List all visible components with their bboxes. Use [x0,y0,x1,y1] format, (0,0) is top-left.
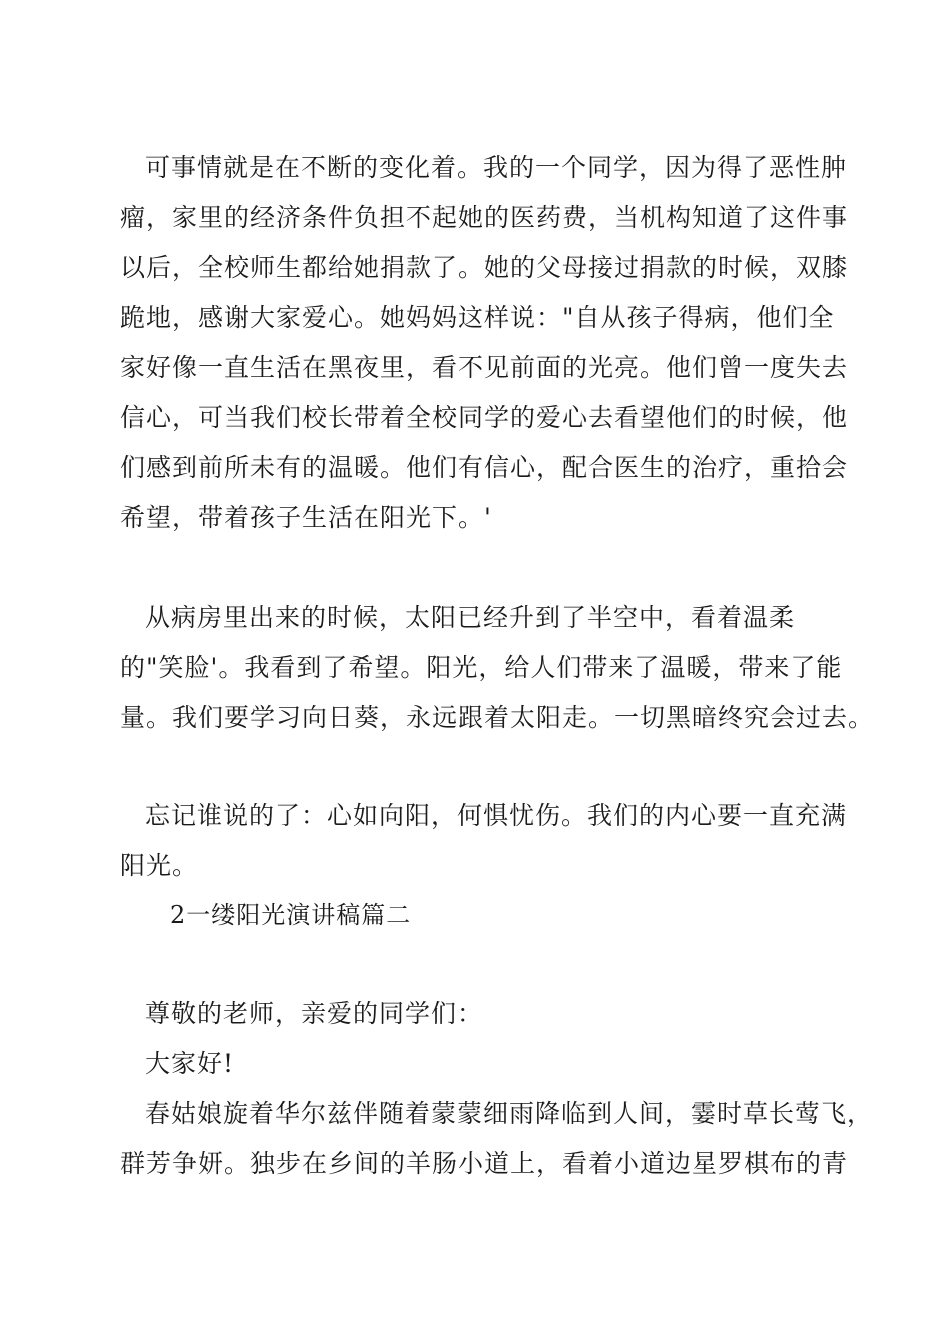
text-line: 们感到前所未有的温暖。他们有信心，配合医生的治疗，重拾会 [120,453,849,482]
text-line: 阳光。 [120,851,199,880]
text-line: 跪地，感谢大家爱心。她妈妈这样说："自从孩子得病，他们全 [120,303,835,332]
text-line: 希望，带着孩子生活在阳光下。' [120,503,492,532]
text-line: 群芳争妍。独步在乡间的羊肠小道上，看着小道边星罗棋布的青 [120,1149,849,1178]
text-line: 从病房里出来的时候，太阳已经升到了半空中，看着温柔 [145,603,796,632]
text-line: 量。我们要学习向日葵，永远跟着太阳走。一切黑暗终究会过去。 [120,703,875,732]
text-line: 忘记谁说的了：心如向阳，何惧忧伤。我们的内心要一直充满 [145,801,848,830]
section-heading: 2一缕阳光演讲稿篇二 [170,901,412,929]
text-line: 瘤，家里的经济条件负担不起她的医药费，当机构知道了这件事 [120,203,849,232]
text-line: 的"笑脸'。我看到了希望。阳光，给人们带来了温暖，带来了能 [120,653,843,682]
text-line: 家好像一直生活在黑夜里，看不见前面的光亮。他们曾一度失去 [120,353,849,382]
greeting: 大家好! [145,1049,235,1078]
salutation: 尊敬的老师，亲爱的同学们： [145,999,484,1028]
text-line: 可事情就是在不断的变化着。我的一个同学，因为得了恶性肿 [145,153,848,182]
text-line: 以后，全校师生都给她捐款了。她的父母接过捐款的时候，双膝 [120,253,849,282]
text-line: 春姑娘旋着华尔兹伴随着蒙蒙细雨降临到人间，霎时草长莺飞， [145,1099,874,1128]
text-line: 信心，可当我们校长带着全校同学的爱心去看望他们的时候，他 [120,403,849,432]
